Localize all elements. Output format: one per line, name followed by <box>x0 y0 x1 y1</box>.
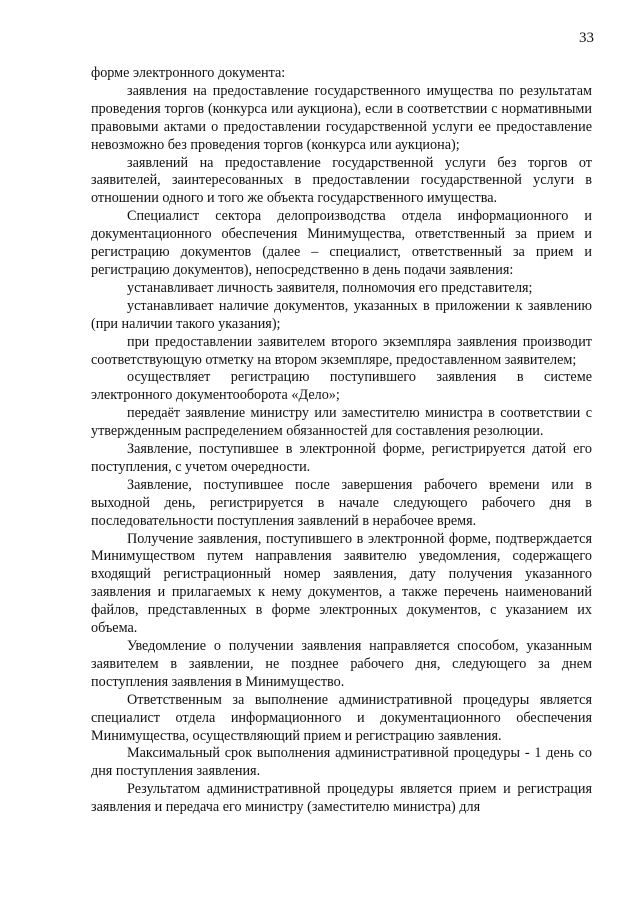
paragraph: заявлений на предоставление государственной услуги без торгов от заявителей, заинтересованных в предоставлении государственной услуги в отношении одного и того же объекта государственного имущества. <box>91 154 592 207</box>
paragraph: Уведомление о получении заявления направляется способом, указанным заявителем в заявлении, не позднее рабочего дня, следующего за днем поступления заявления в Минимущество. <box>91 638 592 690</box>
paragraph: заявления на предоставление государственного имущества по результатам проведения торгов (конкурса или аукциона), если в соответствии с нормативными правовыми актами о предоставлении государственной услуги ее предоставление невозможно без проведения торгов (конкурса или аукциона); <box>91 82 592 153</box>
paragraph: устанавливает личность заявителя, полномочия его представителя; <box>127 279 533 296</box>
paragraph: Специалист сектора делопроизводства отдела информационного и документационного обеспечения Минимущества, ответственный за прием и регистрацию документов (далее – специалист, ответственный за прием и регистрацию документов), непосредственно в день подачи заявления: <box>91 208 592 278</box>
paragraph: Заявление, поступившее после завершения рабочего времени или в выходной день, регистрируется в начале следующего рабочего дня в последовательности поступления заявлений в нерабочее время. <box>91 476 592 529</box>
paragraph: передаёт заявление министру или заместителю министра в соответствии с утвержденным распределением обязанностей для составления резолюции. <box>91 405 592 440</box>
paragraph: Получение заявления, поступившего в электронной форме, подтверждается Минимуществом путем направления заявителю уведомления, содержащего входящий регистрационный номер заявления, дату получения указанного заявления и прилагаемых к нему документов, а также перечень наименований файлов, представленных в форме электронных документов, с указанием их объема. <box>91 530 592 637</box>
paragraph: при предоставлении заявителем второго экземпляра заявления производит соответствующую отметку на втором экземпляре, предоставленном заявителем; <box>91 333 592 368</box>
paragraph: Заявление, поступившее в электронной форме, регистрируется датой его поступления, с учетом очередности. <box>91 441 592 475</box>
paragraph: Максимальный срок выполнения административной процедуры - 1 день со дня поступления заявления. <box>91 745 592 780</box>
paragraph: осуществляет регистрацию поступившего заявления в системе электронного документооборота «Дело»; <box>91 369 592 404</box>
document-body <box>91 65 592 817</box>
paragraph: Ответственным за выполнение административной процедуры является специалист отдела информационного и документационного обеспечения Минимущества, осуществляющий прием и регистрацию заявления. <box>91 691 592 744</box>
paragraph: устанавливает наличие документов, указанных в приложении к заявлению (при наличии такого указания); <box>91 297 592 332</box>
paragraph: форме электронного документа: <box>91 65 286 81</box>
paragraph: Результатом административной процедуры является прием и регистрация заявления и передача его министру (заместителю министра) для <box>91 781 592 816</box>
page-number: 33 <box>579 30 594 46</box>
